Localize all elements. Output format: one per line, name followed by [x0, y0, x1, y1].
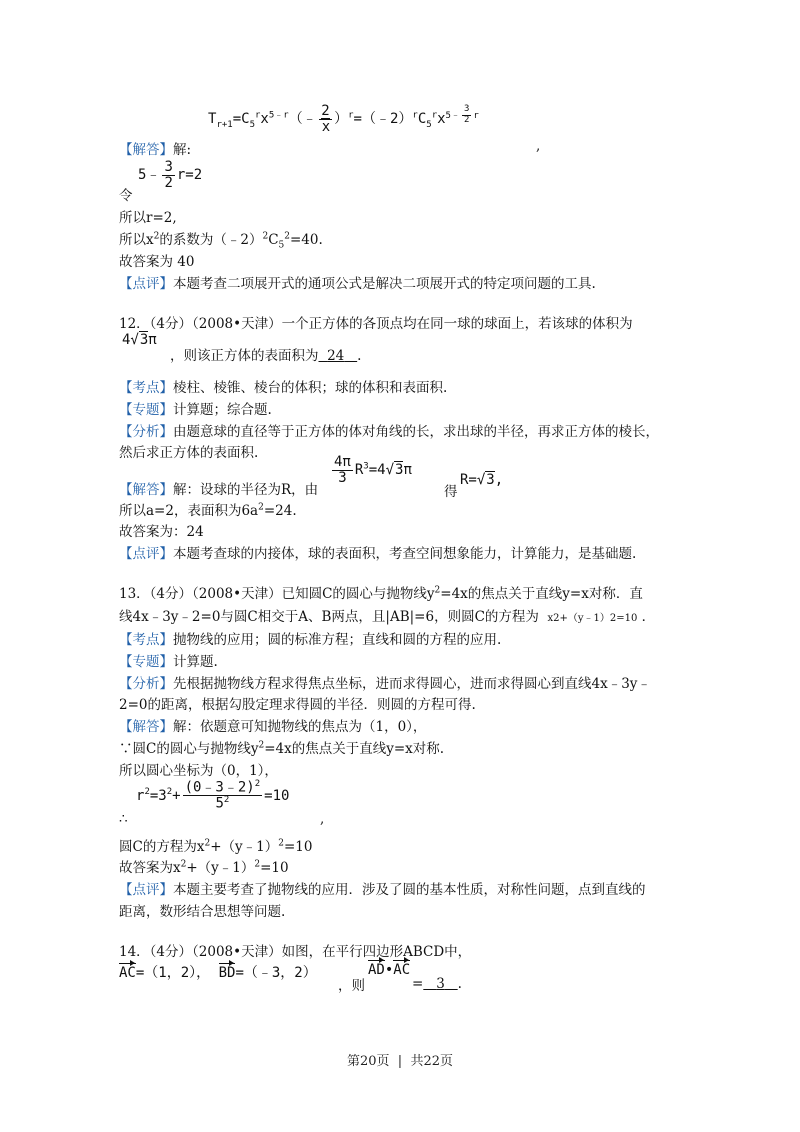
q12-stem-1: 12．（4分）（2008•天津）一个正方体的各顶点均在同一球的球面上，若该球的体积为: [119, 316, 633, 332]
q13-answer-small: x2+（y﹣1）2=10: [547, 613, 638, 624]
q13-comment-1: 【点评】本题主要考查了抛物线的应用．涉及了圆的基本性质，对称性问题，点到直线的: [119, 882, 646, 898]
q13-therefore: ∴: [119, 811, 128, 827]
q12-point: 【考点】棱柱、棱锥、棱台的体积；球的体积和表面积.: [119, 380, 448, 396]
page-total: 共22页: [410, 1054, 453, 1069]
q14-answer: = 3 .: [412, 976, 462, 992]
vector-ad: AD: [368, 962, 385, 978]
answer-tag: 【解答】: [119, 142, 173, 158]
let-formula: 5﹣ $\frac{3}{2}$ r=2: [138, 159, 203, 191]
q12-final: 故答案为：24: [119, 524, 204, 540]
q14-dot-product: AD•AC: [368, 962, 411, 978]
general-term-formula: $T_{r+1}=C_5^rx^{5﹣r}(﹣$ $\frac{2}{x}$ ）$^r=(﹣2)^rC_5^rx^{5﹣ \frac{3}{2} r}$: [208, 103, 479, 135]
q12-comment: 【点评】本题考查球的内接体，球的表面积，考查空间想象能力，计算能力，是基础题.: [119, 546, 637, 562]
q13-stem-2: 线4x﹣3y﹣2=0与圆C相交于A、B两点，且|AB|=6，则圆C的方程为 x2+（y﹣1）2=10 ．: [119, 609, 656, 625]
comma-mark: ,: [536, 138, 541, 154]
coeff-line: 所以$x^2$的系数为$(﹣2)^2C_5^2=40$.: [119, 231, 323, 251]
q11-answer-line: 【解答】解:: [119, 142, 192, 158]
q12-r-value: R=√3,: [460, 472, 504, 488]
q12-analysis-2: 然后求正方体的表面积.: [119, 445, 259, 461]
q13-topic: 【专题】计算题.: [119, 654, 218, 670]
let-word: 令: [119, 188, 133, 204]
q11-comment: 【点评】本题考查二项展开式的通项公式是解决二项展开式的特定项问题的工具.: [119, 276, 596, 292]
q14-vectors: AC=（1，2）， BD=（﹣3，2）: [119, 965, 317, 981]
q13-stem-1: 13．（4分）（2008•天津）已知圆C的圆心与抛物线$y^2=4x$的焦点关于直线y=x对称．直: [119, 585, 643, 602]
page-footer: 第20页 | 共22页: [346, 1054, 453, 1069]
q11-final: 故答案为 40: [119, 254, 195, 270]
q13-because: ∵圆C的圆心与抛物线$y^2=4x$的焦点关于直线y=x对称.: [119, 740, 445, 757]
q13-final: 故答案为$x^2+(y﹣1)^2=10$: [119, 859, 289, 876]
q12-answer-1: 【解答】解：设球的半径为R，由: [119, 482, 319, 498]
q13-comment-2: 距离，数形结合思想等问题.: [119, 904, 286, 920]
q12-answer-formula: $\frac{4\pi}{3}$ $R^3=4√3\pi$: [334, 454, 412, 486]
q13-analysis-2: 2=0的距离，根据勾股定理求得圆的半径．则圆的方程可得.: [119, 697, 476, 713]
q13-center: 所以圆心坐标为（0，1），: [119, 763, 278, 779]
page-number: 第20页: [346, 1054, 390, 1069]
q12-analysis-1: 【分析】由题意球的直径等于正方体的体对角线的长，求出球的半径，再求正方体的棱长，: [119, 424, 659, 440]
q12-answer-2: 所以a=2，表面积为$6a^2=24$.: [119, 502, 297, 519]
q14-stem-1: 14．（4分）（2008•天津）如图，在平行四边形ABCD中，: [119, 944, 472, 960]
q13-analysis-1: 【分析】先根据抛物线方程求得焦点坐标，进而求得圆心，进而求得圆心到直线4x﹣3y﹣: [119, 676, 651, 692]
comma-mark-2: ,: [320, 811, 325, 827]
vector-ac-2: AC: [393, 962, 411, 978]
q12-stem-2: ，则该正方体的表面积为 24 .: [170, 348, 362, 364]
vector-ac: AC: [119, 965, 136, 981]
q13-point: 【考点】抛物线的应用；圆的标准方程；直线和圆的方程的应用.: [119, 632, 502, 648]
q13-radius-formula: $r^2=3^2+$ $\frac{(0﹣3﹣2)^2}{5^2}$ =10: [136, 779, 290, 812]
q12-topic: 【专题】计算题；综合题.: [119, 402, 272, 418]
so-r-line: 所以r=2,: [119, 210, 177, 226]
q12-answer-de: 得: [444, 484, 458, 500]
q14-then: ，则: [338, 978, 365, 994]
q12-blank: 24: [327, 348, 345, 364]
q13-eq-line: 圆C的方程为$x^2+(y﹣1)^2=10$: [119, 838, 313, 855]
q14-blank: 3: [436, 976, 445, 992]
q12-volume: 4√3π: [122, 332, 157, 348]
q13-answer-1: 【解答】解：依题意可知抛物线的焦点为（1，0），: [119, 719, 427, 735]
vector-bd: BD: [218, 965, 236, 981]
